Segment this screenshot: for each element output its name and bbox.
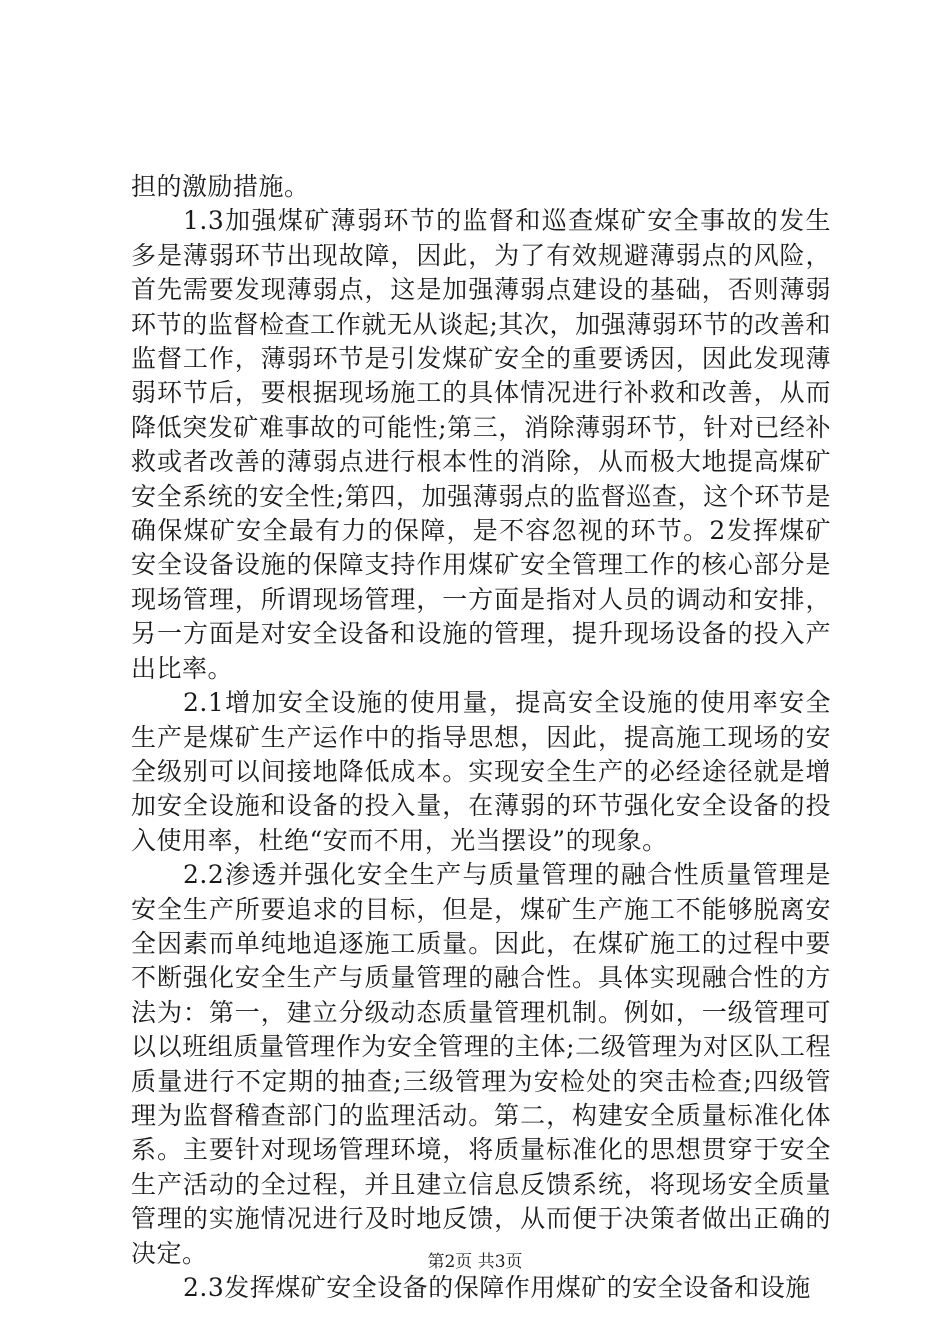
document-body <box>131 170 831 1305</box>
paragraph-5: 2.3发挥煤矿安全设备的保障作用煤矿的安全设备和设施 <box>183 1273 811 1302</box>
paragraph-3: 2.1增加安全设施的使用量，提高安全设施的使用率安全生产是煤矿生产运作中的指导思想，因此，提高施工现场的安全级别可以间接地降低成本。实现安全生产的必经途径就是增加安全设施和设备的投入量，在薄弱的环节强化安全设备的投入使用率，杜绝“安而不用，光当摆设”的现象。 <box>131 688 831 855</box>
paragraph-2: 1.3加强煤矿薄弱环节的监督和巡查煤矿安全事故的发生多是薄弱环节出现故障，因此，为了有效规避薄弱点的风险，首先需要发现薄弱点，这是加强薄弱点建设的基础，否则薄弱环节的监督检查工作就无从谈起;其次，加强薄弱环节的改善和监督工作，薄弱环节是引发煤矿安全的重要诱因，因此发现薄弱环节后，要根据现场施工的具体情况进行补救和改善，从而降低突发矿难事故的可能性;第三，消除薄弱环节，针对已经补救或者改善的薄弱点进行根本性的消除，从而极大地提高煤矿安全系统的安全性;第四，加强薄弱点的监督巡查，这个环节是确保煤矿安全最有力的保障，是不容忽视的环节。2发挥煤矿安全设备设施的保障支持作用煤矿安全管理工作的核心部分是现场管理，所谓现场管理，一方面是指对人员的调动和安排，另一方面是对安全设备和设施的管理，提升现场设备的投入产出比率。 <box>131 206 831 683</box>
page-footer: 第2页 共3页 <box>427 1252 523 1272</box>
paragraph-1: 担的激励措施。 <box>131 172 310 201</box>
paragraph-4: 2.2渗透并强化安全生产与质量管理的融合性质量管理是安全生产所要追求的目标，但是，煤矿生产施工不能够脱离安全因素而单纯地追逐施工质量。因此，在煤矿施工的过程中要不断强化安全生产与质量管理的融合性。具体实现融合性的方法为：第一，建立分级动态质量管理机制。例如，一级管理可以以班组质量管理作为安全管理的主体;二级管理为对区队工程质量进行不定期的抽查;三级管理为安检处的突击检查;四级管理为监督稽查部门的监理活动。第二，构建安全质量标准化体系。主要针对现场管理环境，将质量标准化的思想贯穿于安全生产活动的全过程，并且建立信息反馈系统，将现场安全质量管理的实施情况进行及时地反馈，从而便于决策者做出正确的决定。 <box>131 860 831 1268</box>
